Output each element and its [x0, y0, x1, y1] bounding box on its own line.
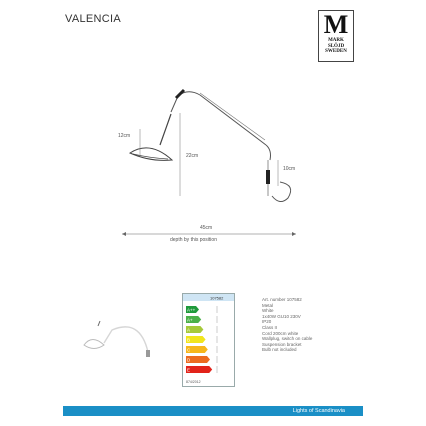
- depth-label: 45cm: [200, 225, 213, 231]
- spec-item: 1x40W GU10 230V: [262, 313, 301, 319]
- product-thumbnail: [84, 321, 150, 357]
- energy-class-label: E: [187, 367, 191, 373]
- spec-item: Class II: [262, 324, 278, 330]
- logo-line-3: SWEDEN: [325, 49, 347, 54]
- energy-class-label: A: [187, 327, 191, 333]
- lamp-arm-drawing: [171, 90, 271, 160]
- shade-height-label: 12cm: [118, 133, 131, 139]
- energy-class-label: B: [187, 337, 191, 343]
- footer-tagline: Lights of Scandinavia: [292, 407, 345, 414]
- logo-line-2: SLÖJD: [327, 43, 345, 49]
- spec-item: White: [262, 308, 274, 314]
- spec-list: [262, 297, 362, 353]
- energy-class-label: D: [187, 357, 191, 363]
- spec-item: Bulb not included: [262, 347, 297, 353]
- energy-class-label: C: [187, 347, 191, 353]
- product-title: VALENCIA: [65, 13, 121, 25]
- energy-bars: [186, 306, 217, 373]
- logo-line-1: MARK: [328, 38, 344, 43]
- energy-scale: [183, 294, 234, 386]
- energy-class-label: A+: [187, 317, 193, 323]
- spec-item: IP20: [262, 319, 272, 325]
- base-height-label: 10cm: [283, 166, 296, 172]
- arm-length-label: 22cm: [186, 153, 199, 159]
- energy-footer-code: 874/2012: [186, 380, 201, 384]
- spec-item: Wallplug, switch on cable: [262, 336, 313, 342]
- lamp-shade-drawing: [130, 114, 172, 160]
- spec-item: Suspension bracket: [262, 341, 302, 347]
- spec-item: Metal: [262, 302, 274, 308]
- logo-letter: M: [323, 10, 349, 39]
- energy-label: [182, 293, 235, 387]
- spec-item: Art. number 107582: [262, 297, 302, 302]
- depth-note: depth by this position: [170, 237, 217, 243]
- footer-bar: [63, 406, 363, 416]
- spec-item: Cord 200cm white: [262, 330, 299, 336]
- energy-header-code: 107582: [210, 295, 224, 301]
- energy-class-label: A++: [187, 307, 196, 313]
